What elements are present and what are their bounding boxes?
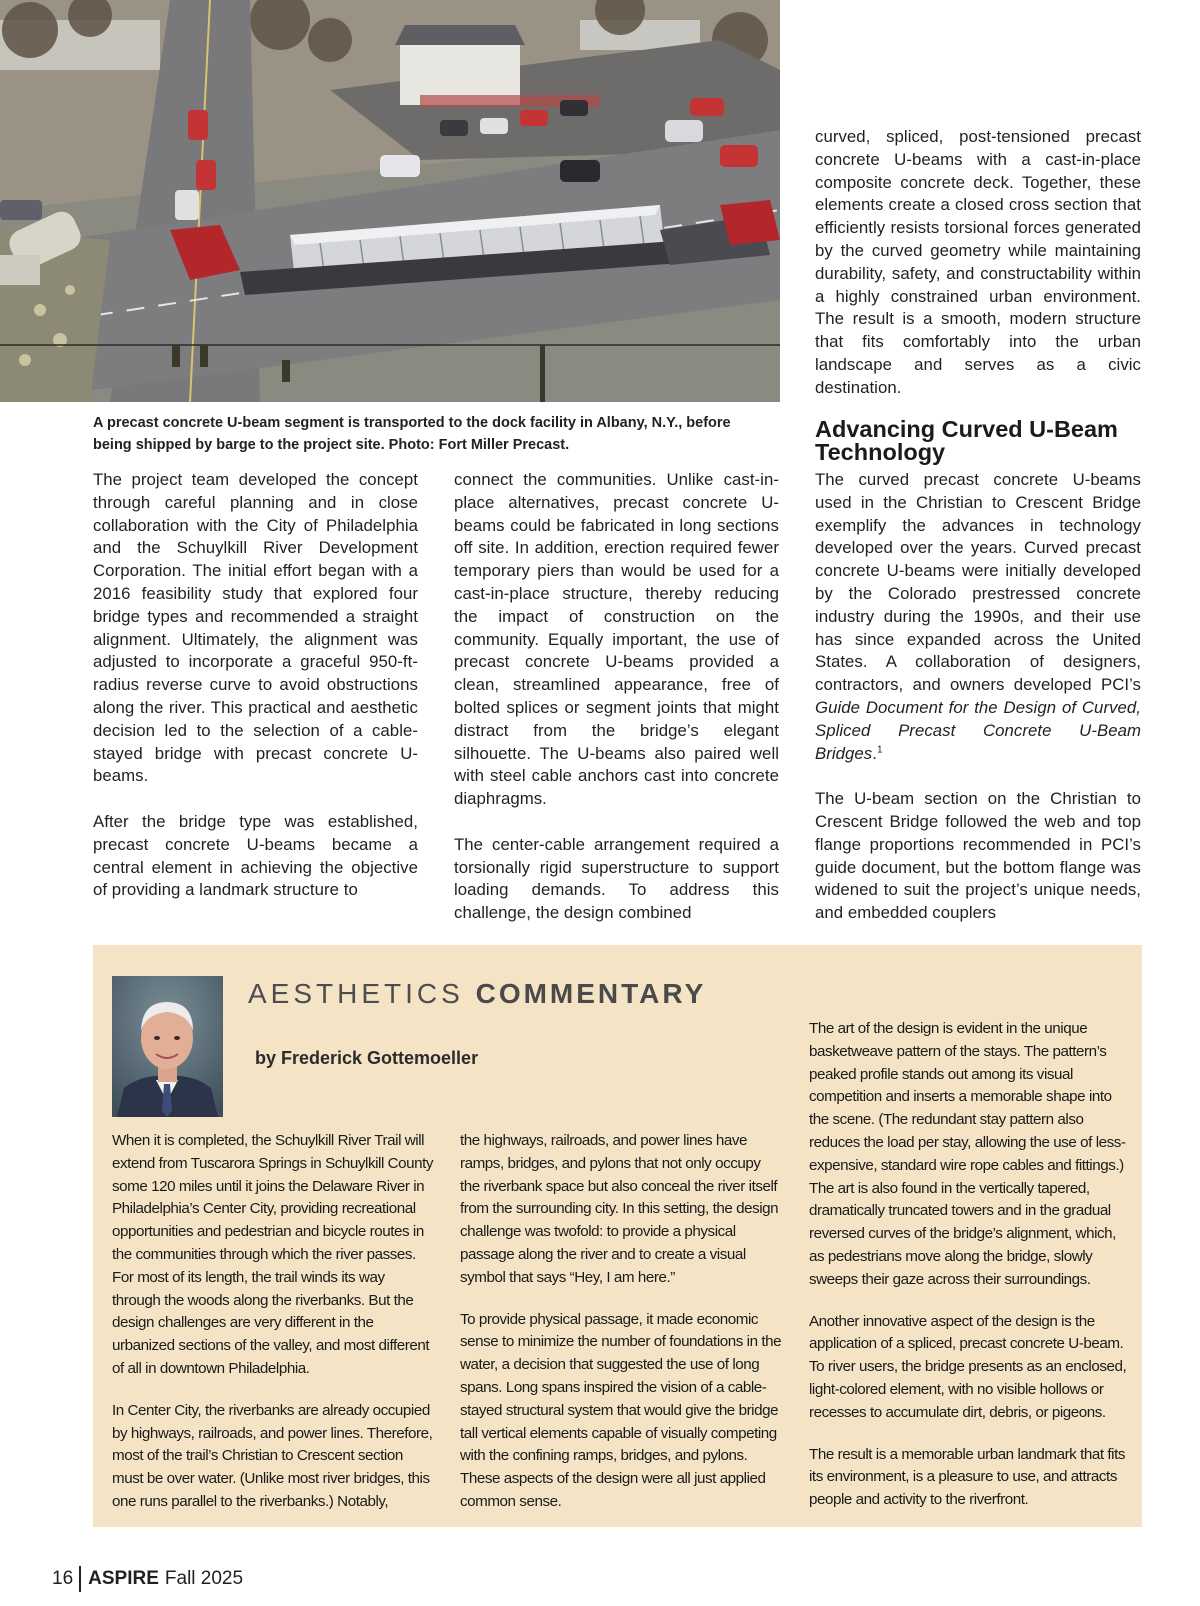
author-portrait-illustration <box>112 976 223 1117</box>
article-paragraph: The center-cable arrangement required a torsionally rigid superstructure to support loading demands. To address this challenge, the design combined <box>454 834 779 923</box>
section-heading: Advancing Curved U-Beam Technology <box>815 416 1118 465</box>
commentary-paragraph: Another innovative aspect of the design is the application of a spliced, precast concrete U-beam. To river users, the bridge presents as an enclosed, light-colored element, with no visible hollows or recesses to accumulate dirt, debris, or pigeons. <box>809 1312 1127 1421</box>
commentary-title-bold: COMMENTARY <box>475 978 707 1009</box>
commentary-column-1 <box>112 1130 434 1514</box>
commentary-byline: by Frederick Gottemoeller <box>255 1048 479 1068</box>
commentary-paragraph: In Center City, the riverbanks are already occupied by highways, railroads, and power lines. Therefore, most of the trail’s Christian to Crescent section must be over water. (Unlike most river bridges, this one runs parallel to the riverbanks.) Notably, <box>112 1401 433 1510</box>
page-footer <box>52 1566 243 1592</box>
paragraph-end: . <box>872 743 877 763</box>
issue-label: Fall 2025 <box>164 1568 244 1589</box>
article-paragraph: After the bridge type was established, precast concrete U-beams became a central element in achieving the objective of providing a landmark structure to <box>93 811 418 900</box>
footer-divider <box>79 1566 81 1592</box>
article-paragraph: The U-beam section on the Christian to Crescent Bridge followed the web and top flange proportions recommended in PCI’s guide document, but the bottom flange was widened to suit the project’s unique needs, and embedded couplers <box>815 789 1141 923</box>
guide-document-title: Guide Document for the Design of Curved, Spliced Precast Concrete U-Beam Bridges <box>815 697 1141 763</box>
commentary-title <box>248 977 706 1011</box>
commentary-paragraph: To provide physical passage, it made economic sense to minimize the number of foundations in the water, a decision that suggested the use of long spans. Long spans inspired the vision of a cable-stayed structural system that would give the bridge tall vertical elements capable of visually competing with the confining ramps, bridges, and pylons. These aspects of the design were all just applied common sense. <box>460 1310 782 1510</box>
paragraph-text: The curved precast concrete U-beams used in the Christian to Crescent Bridge exemplify the advances in technology developed over the years. Curved precast concrete U-beams were initially developed by the Colorado prestressed concrete industry during the 1990s, and their use has since expanded across the United States. A collaboration of designers, contractors, and owners developed PCI’s <box>815 470 1141 695</box>
aerial-photo-illustration <box>0 0 780 402</box>
aerial-photo <box>0 0 780 402</box>
commentary-paragraph: the highways, railroads, and power lines have ramps, bridges, and pylons that not only occupy the riverbank space but also conceal the river itself from the surrounding city. In this setting, the design challenge was twofold: to provide a physical passage along the river and to create a visual symbol that says “Hey, I am here.” <box>460 1132 779 1286</box>
article-column-3-top <box>815 126 1141 400</box>
article-paragraph: connect the communities. Unlike cast-in-place alternatives, precast concrete U-beams could be fabricated in long sections off site. In addition, erection required fewer temporary piers than would be used for a cast-in-place structure, thereby reducing the impact of construction on the community. Equally important, the use of precast concrete U-beams provided a clean, streamlined appearance, free of bolted splices or segment joints that might distract from the bridge’s elegant silhouette. The U-beams also paired well with steel cable anchors cast into concrete diaphragms. <box>454 470 779 809</box>
commentary-column-3 <box>809 1018 1131 1512</box>
commentary-paragraph: The art of the design is evident in the unique basketweave pattern of the stays. The pattern’s peaked profile stands out among its visual competition and inserts a memorable shape into the scene. (The redundant stay pattern also reduces the load per stay, allowing the use of less-expensive, standard wire rope cables and fittings.) The art is also found in the vertically tapered, dramatically truncated towers and in the gradual reversed curves of the bridge’s alignment, which, as pedestrians move along the bridge, slowly sweeps their gaze across their surroundings. <box>809 1020 1126 1288</box>
article-paragraph <box>815 469 1141 765</box>
article-paragraph: curved, spliced, post-tensioned precast concrete U-beams with a cast-in-place composite concrete deck. Together, these elements create a closed cross section that efficiently resists torsional forces generated by the curved geometry while maintaining durability, safety, and constructability within a highly constrained urban environment. The result is a smooth, modern structure that fits comfortably into the urban landscape and serves as a civic destination. <box>815 127 1141 397</box>
commentary-paragraph: The result is a memorable urban landmark that fits its environment, is a pleasure to use, and attracts people and activity to the riverfront. <box>809 1445 1125 1509</box>
photo-caption: A precast concrete U-beam segment is transported to the dock facility in Albany, N.Y., before being shipped by barge to the project site. Photo: Fort Miller Precast. <box>93 415 731 453</box>
article-column-2 <box>454 469 779 925</box>
article-column-3-bottom <box>815 469 1141 925</box>
article-column-1 <box>93 469 418 902</box>
author-portrait <box>112 976 223 1117</box>
footnote-marker: 1 <box>876 743 883 755</box>
commentary-title-light: AESTHETICS <box>248 978 464 1009</box>
commentary-column-2 <box>460 1130 782 1514</box>
page-number: 16 <box>52 1568 74 1589</box>
magazine-name: ASPIRE <box>88 1568 159 1589</box>
article-paragraph: The project team developed the concept through careful planning and in close collaboration with the City of Philadelphia and the Schuylkill River Development Corporation. The initial effort began with a 2016 feasibility study that explored four bridge types and recommended a straight alignment. Ultimately, the alignment was adjusted to incorporate a graceful 950-ft-radius reverse curve to avoid obstructions along the river. This practical and aesthetic decision led to the selection of a cable-stayed bridge with precast concrete U-beams. <box>93 470 418 786</box>
aesthetics-commentary-box <box>93 945 1142 1527</box>
commentary-paragraph: When it is completed, the Schuylkill River Trail will extend from Tuscarora Springs in Schuylkill County some 120 miles until it joins the Delaware River in Philadelphia’s Center City, providing recreational opportunities and pedestrian and bicycle routes in the communities through which the river passes. For most of its length, the trail winds its way through the woods along the riverbanks. But the design challenges are very different in the urbanized sections of the valley, and most different of all in downtown Philadelphia. <box>112 1132 434 1377</box>
